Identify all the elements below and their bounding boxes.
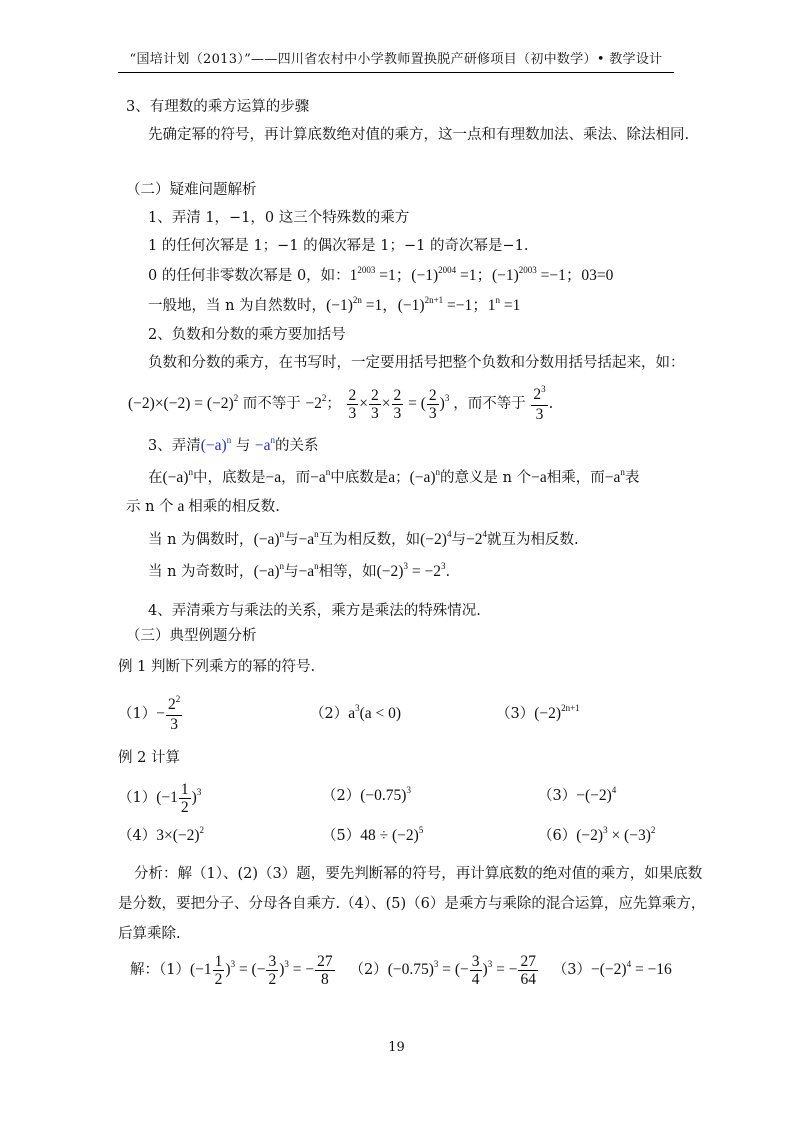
example2-title: 例 2 计算 — [118, 750, 180, 766]
item-label: （5） — [322, 828, 361, 844]
item-label: （3） — [496, 706, 535, 722]
item-label: （1） — [159, 962, 190, 978]
math-ex2-6: $(-2)^3 \times (-3)^2$ — [576, 825, 656, 844]
point1-line3-text: 一般地，当 n 为自然数时， — [148, 298, 327, 314]
math-seg: a — [173, 498, 189, 515]
math-ex2-5: $48 \div (-2)^5$ — [360, 825, 424, 844]
math-seg: $(-a)^n$ — [253, 561, 285, 580]
part2-heading: （二）疑难问题解析 — [126, 182, 257, 198]
math-seg: $(-a)^n$ — [162, 467, 193, 486]
math-seg: −a — [531, 469, 547, 486]
math-fraction-product: $\frac{2}{3}$ × $\frac{2}{3}$ × $\frac{2}{3}$ = ( $\frac{2}{3}$ )$^3$ — [348, 386, 450, 422]
math-ex1-3: $(-2)^{2n+1}$ — [534, 703, 580, 722]
point3-line1 — [148, 468, 639, 489]
point3-heading-mid: 与 — [235, 438, 251, 454]
example1-item1 — [118, 694, 183, 734]
math-minus-a-power: $-a^n$ — [254, 435, 276, 454]
point2-heading: 2、负数和分数的乘方要加括号 — [148, 327, 346, 343]
point3-odd: 当 n 为奇数时，$(-a)^n$与$-a^n$相等，如$(-2)^3 = -2^3$. — [148, 561, 451, 580]
text-seg: 当 n 为偶数时， — [148, 532, 254, 548]
text-seg: 中，底数是 — [192, 470, 266, 486]
math-seg: $-a^n$ — [298, 561, 319, 580]
point4-heading: 4、弄清乘方与乘法的关系，乘方是乘法的特殊情况. — [148, 603, 481, 619]
item-label: （1） — [118, 706, 157, 722]
page-header: “国培计划（2013）”——四川省农村中小学教师置换脱产研修项目（初中数学）• 教学设计 — [129, 52, 663, 67]
item-label: （4） — [118, 828, 157, 844]
example1-title: 例 1 判断下列乘方的幂的符号. — [118, 659, 316, 675]
math-ex2-3: $-(-2)^4$ — [576, 785, 617, 804]
example1-item2 — [310, 704, 401, 725]
item-label: （3） — [552, 962, 592, 978]
text-seg: 互为相反数，如 — [318, 532, 421, 548]
item-label: （2） — [310, 706, 349, 722]
math-seg: $(-a)^n$ — [409, 467, 441, 486]
example1-item3 — [496, 704, 580, 725]
text-seg: 中底数是 — [330, 470, 389, 486]
math-seg: $(-a)^n$ — [253, 529, 285, 548]
analysis-line2: 是分数，要把分子、分母各自乘方.（4）、(5)（6）是乘方与乘除的混合运算，应先算乘方， — [118, 896, 706, 912]
point3-heading-prefix: 3、弄清 — [148, 438, 201, 454]
point3-heading — [148, 436, 319, 457]
example2-item2 — [322, 786, 411, 807]
analysis-line3: 后算乘除. — [118, 926, 181, 942]
text-seg: 当 n 为奇数时， — [148, 564, 254, 580]
text-seg: 相乘的相反数. — [188, 499, 280, 515]
point1-line1: 1 的任何次幂是 1；−1 的偶次幂是 1；−1 的奇次幂是−1. — [148, 238, 529, 254]
analysis-line1: 分析：解（1）、(2)（3）题，要先判断幂的符号，再计算底数的绝对值的乘方，如果底数 — [134, 866, 703, 882]
point1-line2 — [148, 266, 613, 287]
math-examples-zero-one: $1^{2003} =1$；$(-1)^{2004} =1$；$(-1)^{2003} =-1$；03=0 — [349, 265, 614, 284]
point2-formula: $(-2)\times(-2) = (-2)^2$ 而不等于 $-2^2$； $\frac{2}{3}$ × $\frac{2}{3}$ × $\frac{2}{3}$ = ( $\frac{2}{3}$ )$^3$ ，而不等于 $\frac{2^3}{3}$ . — [128, 383, 554, 423]
example2-item5 — [322, 826, 423, 847]
text-seg: ，而 — [281, 470, 311, 486]
item-label: （2） — [349, 962, 388, 978]
point2-text: 负数和分数的乘方，在书写时，一定要用括号把整个负数和分数用括号括起来，如： — [148, 355, 685, 371]
math-minus-two-squared: $-2^2$ — [305, 393, 327, 412]
solution-prefix: 解： — [130, 962, 159, 978]
math-ex2-2: $(-0.75)^3$ — [360, 785, 411, 804]
not-equal-text-1: 而不等于 — [242, 396, 301, 412]
math-seg: −a — [265, 469, 282, 486]
header-rule — [118, 72, 674, 73]
example2-item3 — [538, 786, 616, 807]
text-seg: 示 n 个 — [126, 499, 174, 515]
math-seg: $-a^n$ — [298, 529, 319, 548]
math-seg: $(-2)^4$ — [420, 529, 452, 548]
solution-line — [130, 950, 672, 990]
item-label: （3） — [538, 788, 577, 804]
steps-paragraph: 先确定幂的符号，再计算底数绝对值的乘方，这一点和有理数加法、乘法、除法相同. — [148, 127, 690, 143]
text-seg: 相乘，而 — [546, 470, 605, 486]
example2-item6 — [538, 826, 655, 847]
math-seg: $-2^4$ — [465, 529, 487, 548]
math-seg: a — [388, 469, 396, 486]
math-ex1-1: − $\frac{2^2}{3}$ — [156, 693, 181, 733]
not-equal-text-2: 而不等于 — [467, 396, 526, 412]
text-seg: 表 — [624, 470, 640, 486]
page-number: 19 — [388, 1040, 405, 1055]
text-seg: 与 — [284, 532, 299, 548]
example2-item4 — [118, 826, 204, 847]
math-neg-two-squared: $(-2)\times(-2) = (-2)^2$ — [128, 393, 239, 412]
part3-heading: （三）典型例题分析 — [126, 628, 257, 644]
math-ex2-4: $3\times(-2)^2$ — [156, 825, 205, 844]
math-neg-a-power: $(-a)^n$ — [200, 435, 232, 454]
text-seg: 就互为相反数. — [486, 532, 579, 548]
point1-line3 — [148, 296, 520, 317]
text-seg: 与 — [284, 564, 299, 580]
math-seg: $-a^n$ — [310, 467, 331, 486]
item-label: （2） — [322, 788, 361, 804]
text-seg: 相等，如 — [318, 564, 377, 580]
math-solution-1: (−1 $\frac{1}{2}$ )$^3$ = (− $\frac{3}{2}$ )$^3$ = − $\frac{27}{8}$ — [189, 952, 333, 988]
example2-item1 — [118, 778, 201, 818]
math-solution-2: $(-0.75)^3$ = (− $\frac{3}{4}$ )$^3$ = − $\frac{27}{64}$ — [387, 952, 536, 988]
text-seg: 与 — [451, 532, 466, 548]
text-seg: 在 — [148, 470, 163, 486]
point3-heading-suffix: 的关系 — [275, 438, 319, 454]
math-solution-3: $-(-2)^4 = -16$ — [591, 959, 672, 978]
point1-heading: 1、弄清 1，−1，0 这三个特殊数的乘方 — [148, 210, 410, 226]
math-ex1-2: $a^3(a < 0)$ — [348, 703, 402, 722]
item-label: （6） — [538, 828, 577, 844]
point1-line2-text: 0 的任何非零数次幂是 0，如： — [148, 268, 350, 284]
point3-line2 — [126, 497, 280, 517]
math-seg: $-a^n$ — [604, 467, 625, 486]
item-label: （1） — [118, 790, 157, 806]
section-heading-steps: 3、有理数的乘方运算的步骤 — [126, 99, 310, 115]
math-fraction-not-equal: $\frac{2^3}{3}$ — [533, 383, 546, 423]
math-ex2-1: (−1 $\frac{1}{2}$ )$^3$ — [156, 780, 202, 816]
text-seg: ； — [395, 470, 410, 486]
math-seg: $(-2)^3 = -2^3$ — [376, 561, 446, 580]
math-general-powers: $(-1)^{2n} =1$，$(-1)^{2n+1} =-1$；$1^n =1$ — [326, 295, 521, 314]
point3-even — [148, 530, 579, 551]
text-seg: 的意义是 n 个 — [440, 470, 532, 486]
